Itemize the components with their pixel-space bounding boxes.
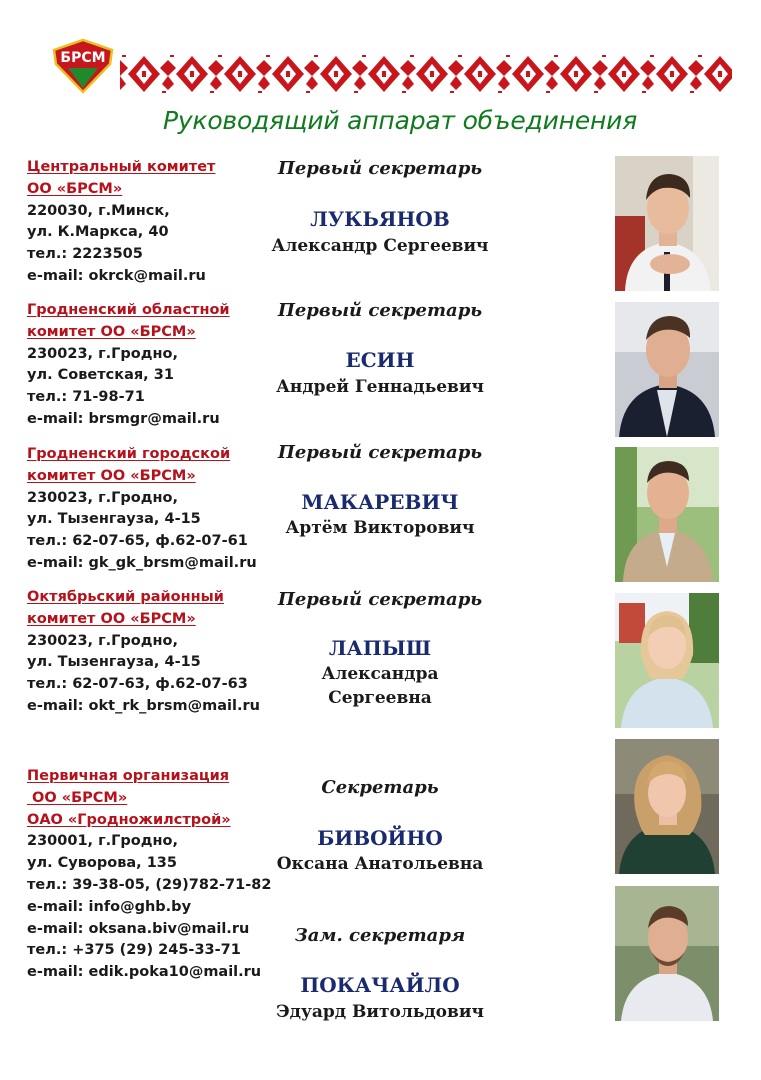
org-name-line: Гродненский городской [27,446,231,462]
person-photo [615,156,719,291]
address-line: 230023, г.Гродно, [27,345,178,362]
person-given-names [230,662,530,710]
email-line: e-mail: okt_rk_brsm@mail.ru [27,697,260,714]
person-given-names [230,234,530,258]
org-address-block [27,157,215,288]
given-name-line: Андрей Геннадьевич [276,377,484,397]
org-name-line: ОО «БРСМ» [27,180,123,197]
person-photo [615,593,719,728]
person-given-names [230,375,530,399]
given-name-line: Артём Викторович [285,518,475,538]
page-title: Руководящий аппарат объединения [162,106,638,135]
email-line: e-mail: oksana.biv@mail.ru [27,920,250,937]
address-line: ул. Тызенгауза, 4-15 [27,511,201,528]
given-name-line: Александра [321,664,439,684]
brsm-logo [48,38,118,94]
org-name-line: ОАО «Гродножилстрой» [27,811,231,828]
address-line: 230001, г.Гродно, [27,833,178,850]
org-name-line: Центральный комитет [27,159,216,175]
org-name-line: ОО «БРСМ» [27,789,128,806]
person-role: Первый секретарь [277,300,483,321]
person-given-names [230,1000,530,1024]
phone-line: тел.: 71-98-71 [27,389,145,406]
person-role: Первый секретарь [277,442,483,463]
phone-line: тел.: 62-07-65, ф.62-07-61 [27,533,248,550]
org-address-block [27,444,257,575]
address-line: 230023, г.Гродно, [27,632,178,649]
address-line: ул. Тызенгауза, 4-15 [27,654,201,671]
phone-line: тел.: 2223505 [27,246,143,263]
email-line: e-mail: okrck@mail.ru [27,267,206,284]
phone-line: тел.: 62-07-63, ф.62-07-63 [27,676,248,693]
person-photo [615,447,719,582]
address-line: ул. Суворова, 135 [27,855,177,872]
org-name-line: комитет ОО «БРСМ» [27,323,196,340]
given-name-line: Сергеевна [328,688,432,708]
given-name-line: Эдуард Витольдович [276,1002,484,1022]
email-line: e-mail: gk_gk_brsm@mail.ru [27,554,257,571]
address-line: 220030, г.Минск, [27,202,170,219]
org-address-block [27,587,260,718]
person-given-names [230,516,530,540]
person-surname: БИВОЙНО [317,826,443,850]
person-role: Секретарь [321,777,439,798]
person-role: Первый секретарь [277,589,483,610]
org-name-line: Октябрьский районный [27,589,224,605]
person-photo [615,886,719,1021]
person-surname: ЛАПЫШ [328,636,432,660]
given-name-line: Александр Сергеевич [271,236,489,256]
person-photo [615,739,719,874]
address-line: ул. Советская, 31 [27,367,174,384]
email-line: e-mail: edik.poka10@mail.ru [27,964,262,981]
svg-text:БРСМ: БРСМ [60,50,106,66]
org-name-line: комитет ОО «БРСМ» [27,610,196,627]
org-name-line: Гродненский областной [27,302,230,318]
phone-line: тел.: +375 (29) 245-33-71 [27,942,241,959]
email-line: e-mail: info@ghb.by [27,898,192,915]
person-surname: МАКАРЕВИЧ [301,490,459,514]
org-address-block [27,300,230,431]
person-role: Зам. секретаря [294,925,466,946]
org-name-line: Первичная организация [27,768,230,784]
person-given-names [230,852,530,876]
org-name-line: комитет ОО «БРСМ» [27,467,196,484]
ornament-band [120,54,732,94]
person-surname: ЛУКЬЯНОВ [310,207,450,231]
email-line: e-mail: brsmgr@mail.ru [27,410,220,427]
address-line: 230023, г.Гродно, [27,489,178,506]
person-surname: ЕСИН [345,348,415,372]
phone-line: тел.: 39-38-05, (29)782-71-82 [27,876,272,893]
address-line: ул. К.Маркса, 40 [27,224,169,241]
given-name-line: Оксана Анатольевна [276,854,484,874]
person-surname: ПОКАЧАЙЛО [300,973,460,997]
person-role: Первый секретарь [277,158,483,179]
person-photo [615,302,719,437]
